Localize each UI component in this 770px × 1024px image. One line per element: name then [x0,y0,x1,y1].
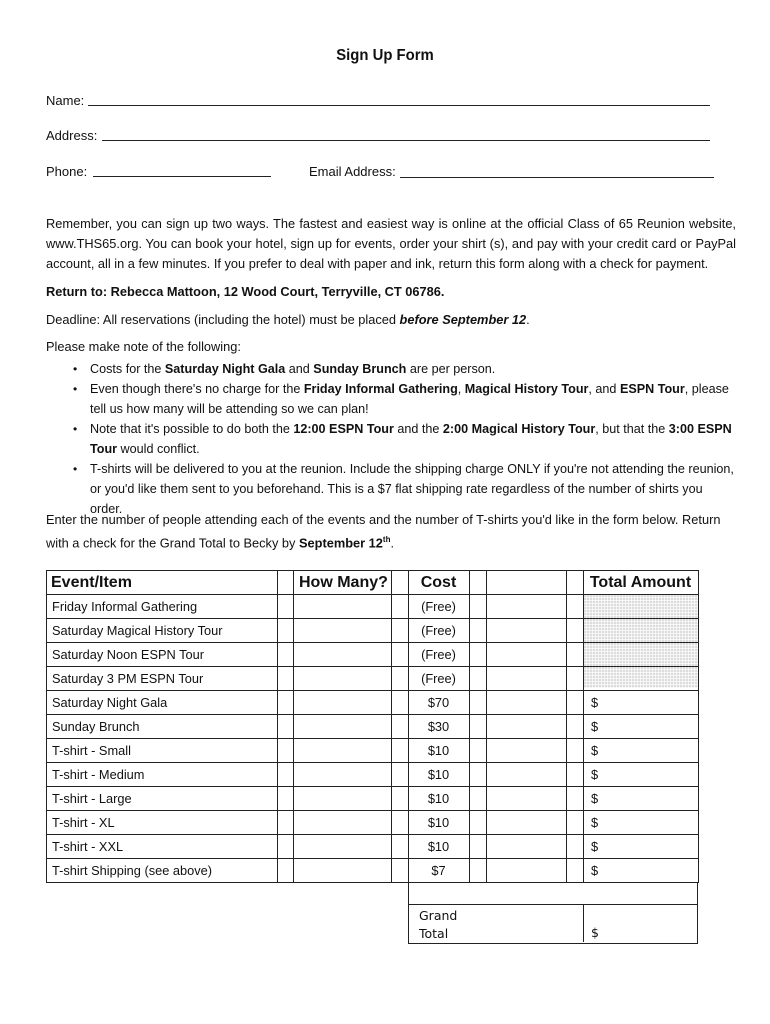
row-item: T-shirt Shipping (see above) [52,863,213,878]
row-cost: $10 [427,743,450,758]
row-cost: $30 [427,719,450,734]
signup-table [46,570,699,882]
how-many-input[interactable] [293,618,391,642]
shaded-cell [583,594,698,688]
row-cost: $7 [431,863,446,878]
header-how-many: How Many? [299,574,388,591]
row-total: $ [591,695,599,710]
phone-field[interactable] [93,176,271,177]
row-total: $ [591,719,599,734]
row-item: T-shirt - Small [52,743,131,758]
row-item: Saturday Magical History Tour [52,623,223,638]
row-cost: $10 [427,767,450,782]
row-cost: (Free) [421,647,456,662]
row-cost: $10 [427,791,450,806]
notes-intro: Please make note of the following: [46,339,241,354]
header-cost: Cost [420,574,457,591]
intro-paragraph: Remember, you can sign up two ways. The fastest and easiest way is online at the official Class of 65 Reunion website, www.THS65.org. You can book your hotel, sign up for events, order your shirt (s), and pay with your credit card or PayPal account, all in a few minutes. If you prefer to deal with paper and ink, return this form along with a check for payment. [46,216,736,271]
how-many-input[interactable] [293,666,391,690]
how-many-input[interactable] [293,690,391,714]
note-tour-conflict: • Note that it's possible to do both the 12:00 ESPN Tour and the 2:00 Magical History Tour, but that the 3:00 ESPN Tour would conflict. [90,419,736,459]
address-field[interactable] [102,140,710,141]
row-total: $ [591,767,599,782]
row-total: $ [591,791,599,806]
how-many-input[interactable] [293,594,391,618]
row-item: Sunday Brunch [52,719,140,734]
how-many-input[interactable] [293,642,391,666]
note-free-events: • Even though there's no charge for the Friday Informal Gathering, Magical History Tour, and ESPN Tour, please tell us how many will be attending so we can plan! [90,379,736,419]
row-item: Saturday Night Gala [52,695,168,710]
header-total-amount: Total Amount [589,574,692,591]
row-cost: $10 [427,839,450,854]
how-many-input[interactable] [293,714,391,738]
form-title: Sign Up Form [336,47,434,64]
row-cost: $70 [427,695,450,710]
row-item: T-shirt - Medium [52,767,145,782]
email-field[interactable] [400,177,714,178]
deadline-prefix: Deadline: All reservations (including the hotel) must be placed [46,312,400,327]
row-item: T-shirt - Large [52,791,132,806]
enter-instructions: Enter the number of people attending each of the events and the number of T-shirts you'd like in the form below. Return with a check for the Grand Total to Becky by September 12th. [46,512,721,551]
row-cost: (Free) [421,623,456,638]
how-many-input[interactable] [293,858,391,882]
grand-total-box [408,882,698,944]
row-item: T-shirt - XL [52,815,115,830]
email-label: Email Address: [309,164,396,179]
row-total: $ [591,863,599,878]
grand-total-value: $ [591,925,599,940]
address-label: Address: [46,128,98,143]
row-item: Saturday Noon ESPN Tour [52,647,204,662]
how-many-input[interactable] [293,762,391,786]
how-many-input[interactable] [293,738,391,762]
row-item: T-shirt - XXL [52,839,124,854]
grand-total-label: Grand Total [419,908,458,941]
deadline-suffix: . [526,312,530,327]
row-item: Saturday 3 PM ESPN Tour [52,671,204,686]
note-per-person: • Costs for the Saturday Night Gala and Sunday Brunch are per person. [90,359,736,379]
row-cost: $10 [427,815,450,830]
name-label: Name: [46,93,85,108]
row-item: Friday Informal Gathering [52,599,198,614]
return-address: Return to: Rebecca Mattoon, 12 Wood Court, Terryville, CT 06786. [46,284,445,299]
row-total: $ [591,839,599,854]
phone-label: Phone: [46,164,88,179]
header-event-item: Event/Item [51,574,132,591]
row-total: $ [591,815,599,830]
how-many-input[interactable] [293,810,391,834]
row-cost: (Free) [421,599,456,614]
name-field[interactable] [88,105,710,106]
how-many-input[interactable] [293,834,391,858]
row-cost: (Free) [421,671,456,686]
row-total: $ [591,743,599,758]
deadline-date: before September 12 [399,312,527,327]
note-tshirt-shipping: • T-shirts will be delivered to you at the reunion. Include the shipping charge ONLY if you're not attending the reunion, or you'd like them sent to you beforehand. This is a $7 flat shipping rate regardless of the number of shirts you order. [90,459,736,519]
notes-list [46,359,736,519]
how-many-input[interactable] [293,786,391,810]
deadline-text [46,312,530,327]
